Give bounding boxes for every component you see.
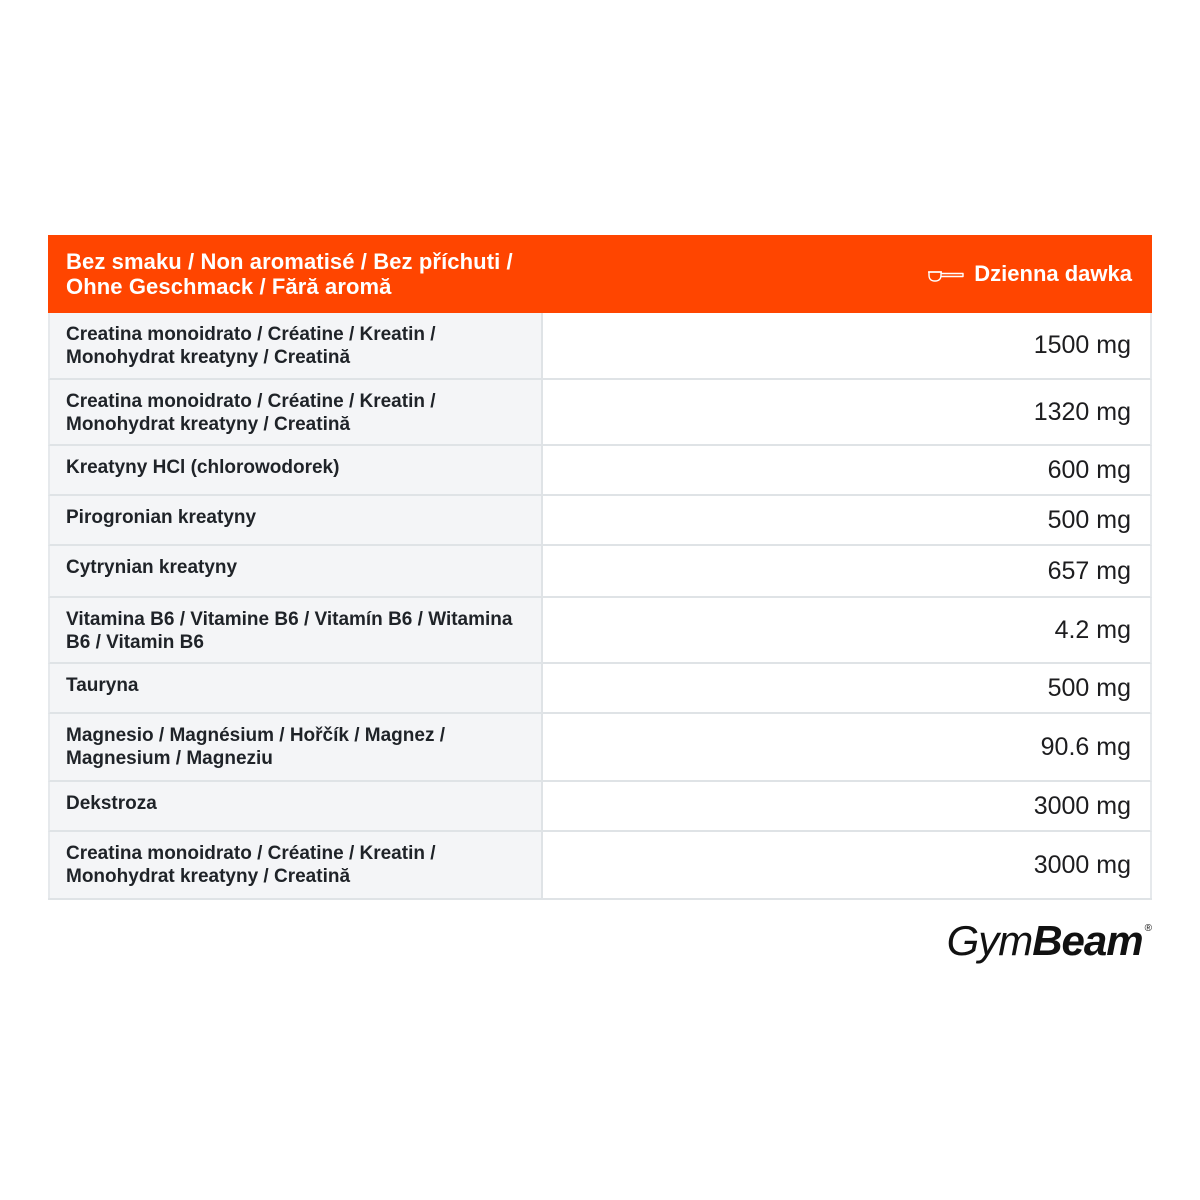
table-row [48,313,1152,380]
table-row [48,714,1152,782]
table-header [48,235,1152,313]
ingredient-amount: 657 mg [543,546,1150,596]
logo-gym: Gym [946,917,1033,964]
ingredient-name: Magnesio / Magnésium / Hořčík / Magnez / Magnesium / Magneziu [50,714,543,780]
ingredient-amount: 500 mg [543,664,1150,712]
ingredient-name: Creatina monoidrato / Créatine / Kreatin / Monohydrat kreatyny / Creatină [50,380,543,444]
logo-beam: Beam [1032,917,1143,964]
table-row [48,832,1152,898]
ingredient-name: Creatina monoidrato / Créatine / Kreatin / Monohydrat kreatyny / Creatină [50,313,543,378]
header-dose [543,263,1152,285]
ingredient-amount: 500 mg [543,496,1150,544]
gymbeam-logo [947,918,1152,968]
header-dose-label: Dzienna dawka [974,261,1132,286]
nutrition-table [48,235,1152,900]
ingredient-name: Kreatyny HCl (chlorowodorek) [50,446,543,494]
ingredient-name: Vitamina B6 / Vitamine B6 / Vitamín B6 / Witamina B6 / Vitamin B6 [50,598,543,662]
table-row [48,664,1152,714]
table-row [48,546,1152,598]
logo-registered: ® [1144,923,1152,934]
ingredient-amount: 4.2 mg [543,598,1150,662]
ingredient-amount: 90.6 mg [543,714,1150,780]
ingredient-amount: 1500 mg [543,313,1150,378]
ingredient-name: Dekstroza [50,782,543,830]
table-row [48,496,1152,546]
ingredient-amount: 600 mg [543,446,1150,494]
ingredient-amount: 3000 mg [543,782,1150,830]
ingredient-amount: 1320 mg [543,380,1150,444]
ingredient-amount: 3000 mg [543,832,1150,898]
table-row [48,782,1152,832]
table-row [48,598,1152,664]
ingredient-name: Tauryna [50,664,543,712]
table-row [48,380,1152,446]
table-body [48,313,1152,898]
header-title: Bez smaku / Non aromatisé / Bez příchuti / Ohne Geschmack / Fără aromă [66,249,513,299]
ingredient-name: Pirogronian kreatyny [50,496,543,544]
table-row [48,446,1152,496]
scoop-icon [927,266,965,284]
ingredient-name: Creatina monoidrato / Créatine / Kreatin / Monohydrat kreatyny / Creatină [50,832,543,898]
ingredient-name: Cytrynian kreatyny [50,546,543,596]
